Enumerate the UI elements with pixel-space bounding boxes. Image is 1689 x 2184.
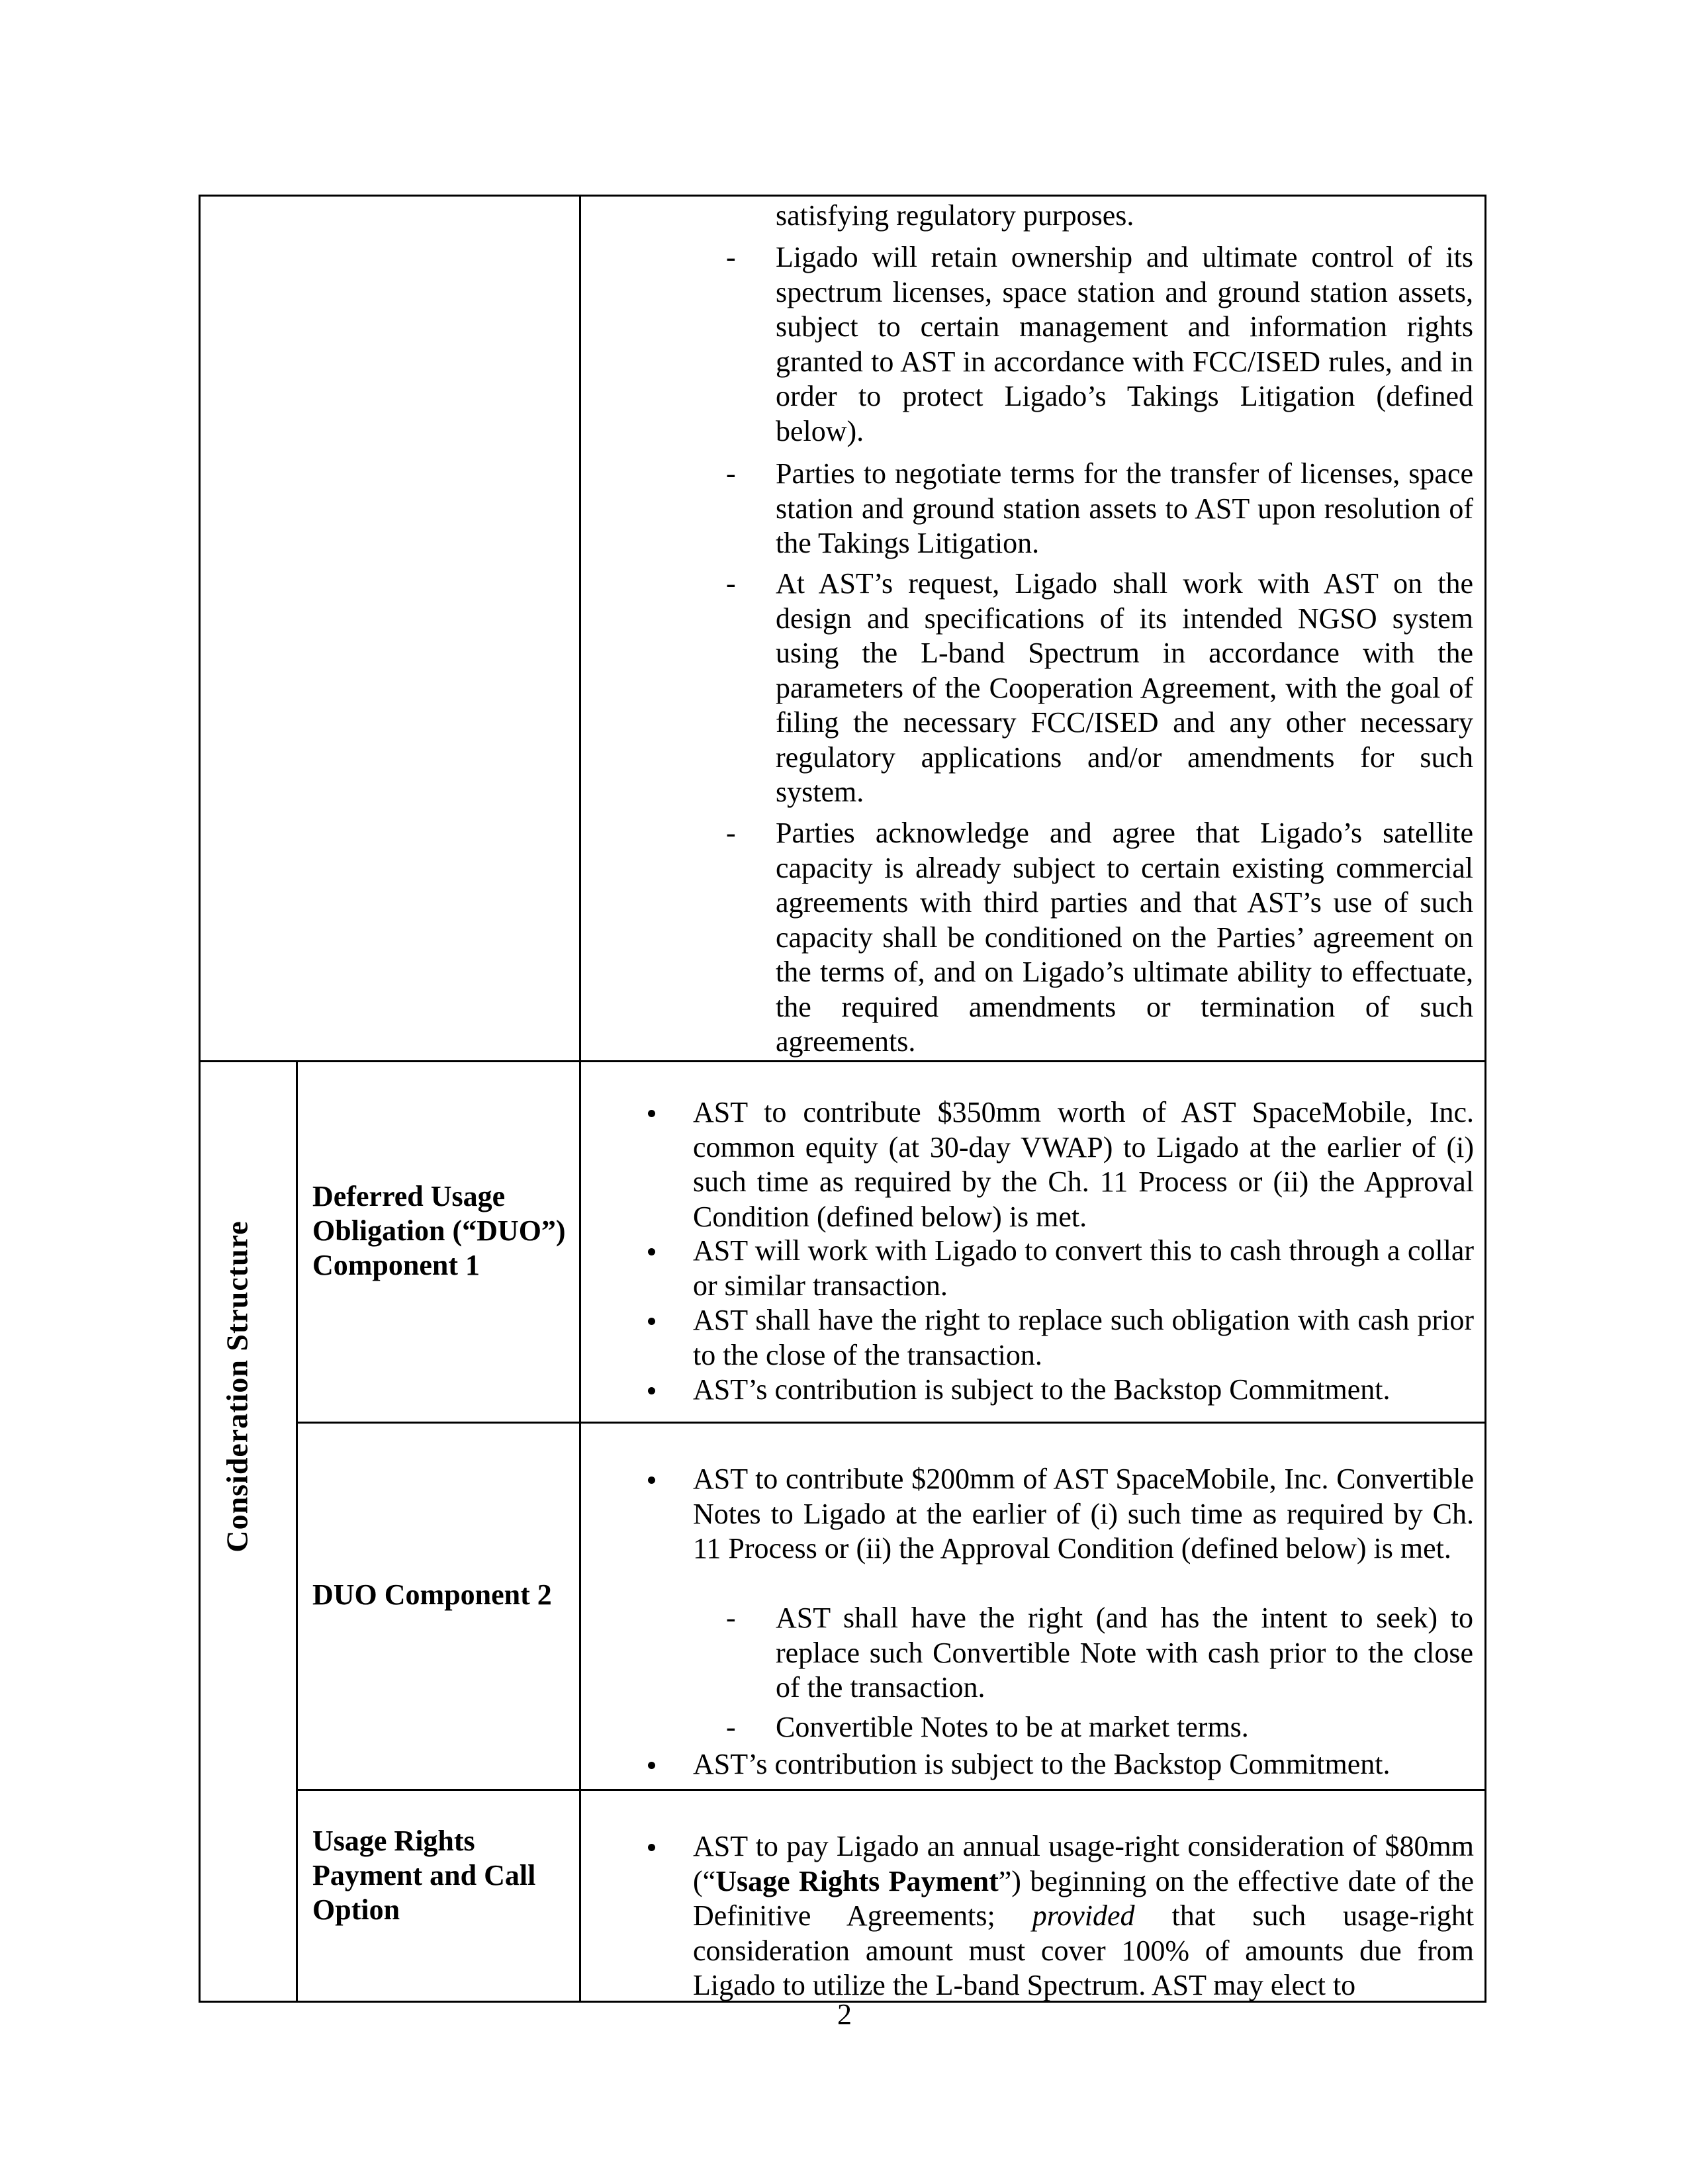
bullet-dot — [648, 1762, 655, 1769]
duo2-sub-item-1: AST shall have the right (and has the intent to seek) to replace such Convertible Note with cash prior to the close of the transaction. — [776, 1602, 1473, 1704]
dash-marker: - — [726, 1602, 736, 1634]
row-divider-2 — [297, 1422, 1486, 1424]
bullet-dot — [648, 1477, 655, 1484]
top-item-2: Parties to negotiate terms for the transfer of licenses, space station and ground station assets to AST upon resolution of the Takings Litigation. — [776, 457, 1473, 559]
bullet-dot — [648, 1844, 655, 1851]
duo2-bullet-1: AST to contribute $200mm of AST SpaceMobile, Inc. Convertible Notes to Ligado at the earlier of (i) such time as required by Ch. 11 Process or (ii) the Approval Condition (defined below) is met. — [693, 1463, 1474, 1565]
row-divider-3 — [297, 1789, 1486, 1791]
duo1-bullet-2: AST will work with Ligado to convert this to cash through a collar or similar transaction. — [693, 1234, 1474, 1302]
usage-rights-payment-term: Usage Rights Payment — [715, 1864, 999, 1897]
bullet-dot — [648, 1110, 655, 1117]
continued-lead-line: satisfying regulatory purposes. — [776, 199, 1134, 232]
dash-marker: - — [726, 1711, 736, 1743]
row-label-duo-component-1: Deferred Usage Obligation (“DUO”) Component 1 — [312, 1180, 566, 1281]
table-left-border — [199, 195, 201, 2003]
dash-marker: - — [726, 457, 736, 490]
top-item-3: At AST’s request, Ligado shall work with AST on the design and specifications of its intended NGSO system using the L-band Spectrum in accordance with the parameters of the Cooperation Agreement, with the goal of filing the necessary FCC/ISED and any other necessary regulatory applications and/or amendments for such system. — [776, 567, 1473, 808]
duo1-bullet-4: AST’s contribution is subject to the Backstop Commitment. — [693, 1373, 1391, 1406]
top-item-4: Parties acknowledge and agree that Ligado’s satellite capacity is already subject to certain existing commercial agreements with third parties and that AST’s use of such capacity shall be conditioned on the Parties’ agreement on the terms of, and on Ligado’s ultimate ability to effectuate, the required amendments or termination of such agreements. — [776, 817, 1473, 1058]
row-divider-1 — [199, 1060, 1486, 1062]
section-label: Consideration Structure — [220, 1220, 254, 1553]
duo2-sub-item-2: Convertible Notes to be at market terms. — [776, 1711, 1249, 1743]
page-number: 2 — [837, 1998, 852, 2030]
dash-marker: - — [726, 817, 736, 849]
duo1-bullet-3: AST shall have the right to replace such obligation with cash prior to the close of the transaction. — [693, 1304, 1474, 1371]
dash-marker: - — [726, 567, 736, 600]
table-right-border — [1484, 195, 1486, 2003]
bullet-dot — [648, 1387, 655, 1394]
column-divider-content — [579, 195, 581, 2003]
row-label-duo-component-2: DUO Component 2 — [312, 1578, 552, 1611]
usage-rights-bullet: AST to pay Ligado an annual usage-right consideration of $80mm (“Usage Rights Payment”) beginning on the effective date of the Definitive Agreements; provided that such usage-right consideration amount must cover 100% of amounts due from Ligado to utilize the L-band Spectrum. AST may elect to — [693, 1830, 1475, 2001]
duo2-bullet-2: AST’s contribution is subject to the Backstop Commitment. — [693, 1748, 1391, 1780]
bullet-dot — [648, 1248, 655, 1255]
row-label-usage-rights: Usage Rights Payment and Call Option — [312, 1825, 536, 1926]
top-item-1: Ligado will retain ownership and ultimate control of its spectrum licenses, space station and ground station assets, subject to certain management and information rights granted to AST in accordance with FCC/ISED rules, and in order to protect Ligado’s Takings Litigation (defined below). — [776, 241, 1473, 447]
column-divider-section — [296, 1060, 298, 2003]
provided-term: provided — [1032, 1899, 1135, 1932]
table-top-border — [199, 195, 1486, 197]
bullet-dot — [648, 1318, 655, 1325]
duo1-bullet-1: AST to contribute $350mm worth of AST SpaceMobile, Inc. common equity (at 30-day VWAP) to Ligado at the earlier of (i) such time as required by the Ch. 11 Process or (ii) the Approval Condition (defined below) is met. — [693, 1096, 1474, 1233]
dash-marker: - — [726, 241, 736, 273]
